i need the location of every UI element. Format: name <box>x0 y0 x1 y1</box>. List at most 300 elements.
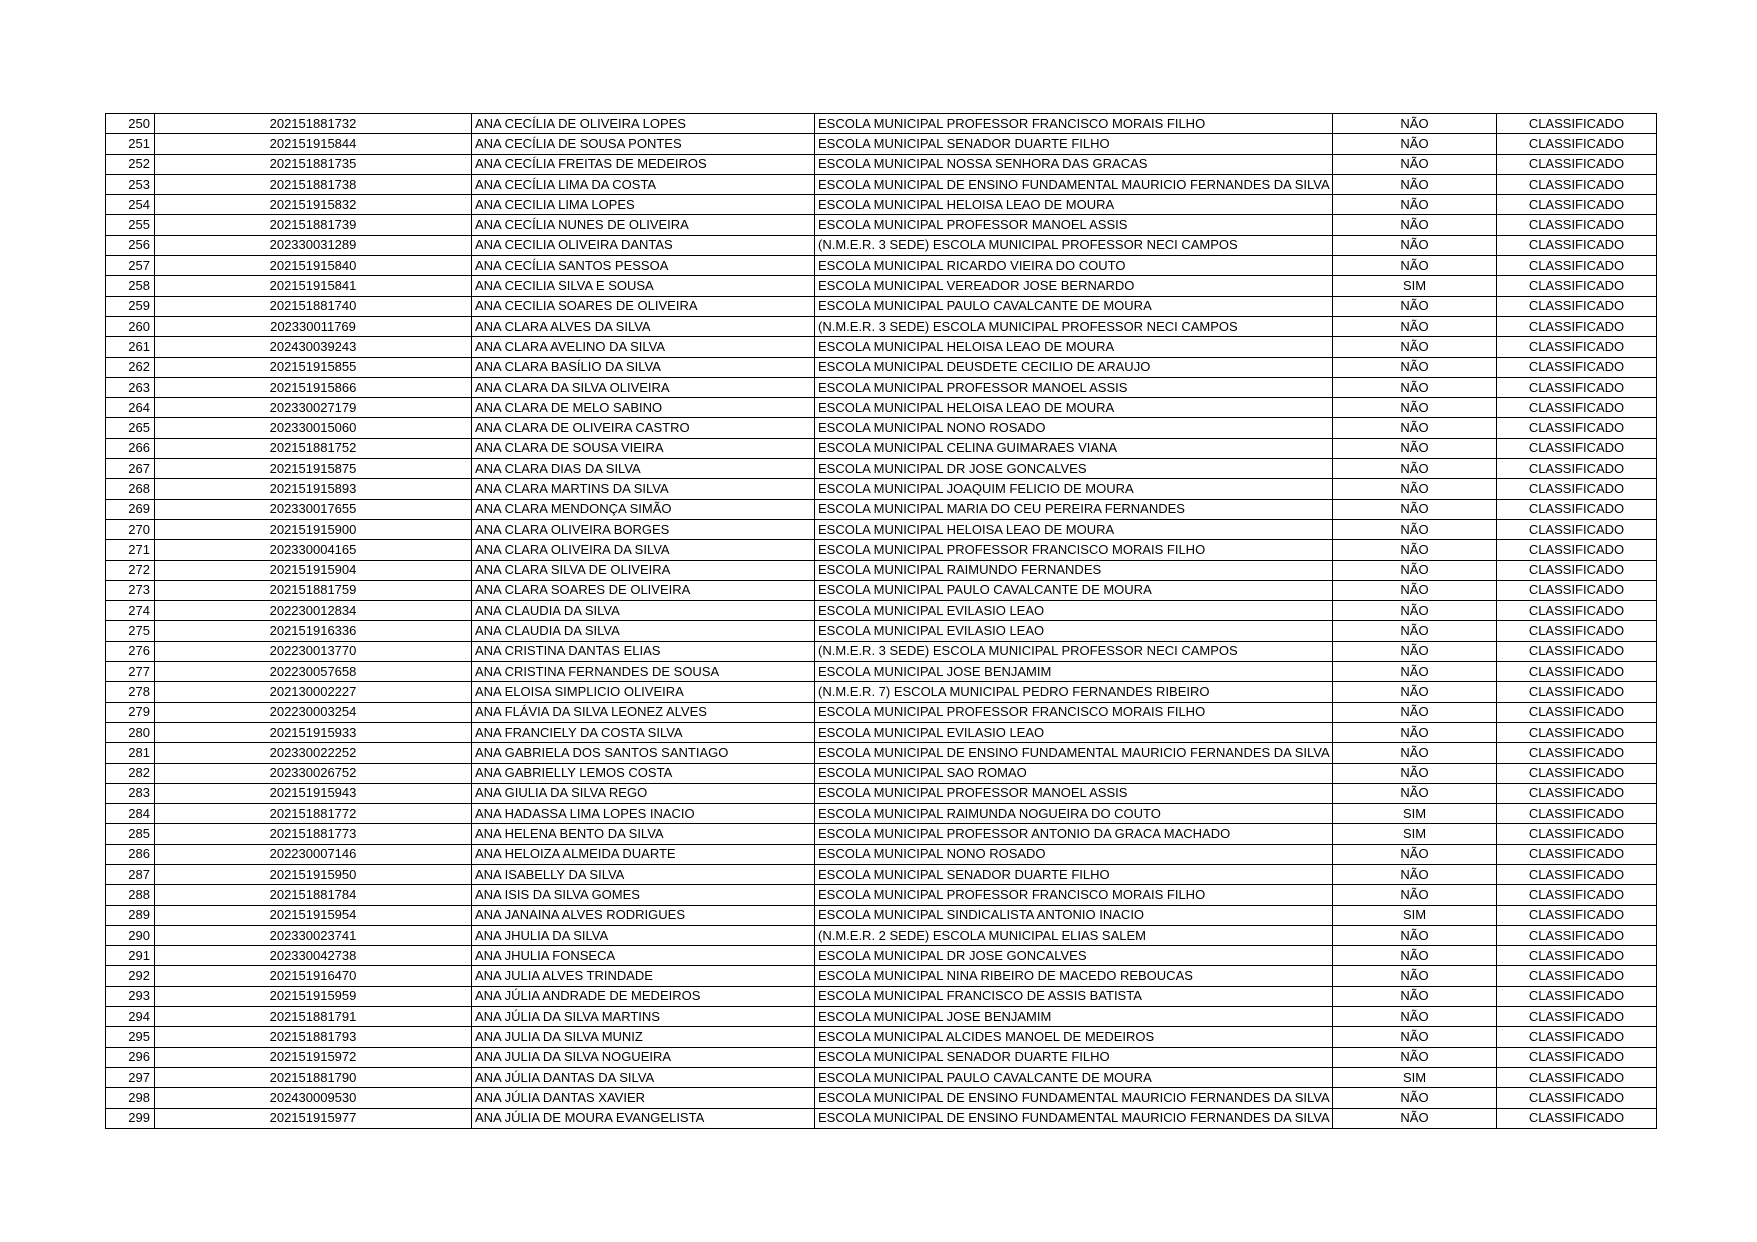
school-name-cell: ESCOLA MUNICIPAL NINA RIBEIRO DE MACEDO REBOUCAS <box>815 966 1333 986</box>
special-needs-cell: NÃO <box>1333 702 1497 722</box>
row-number-cell: 255 <box>106 215 155 235</box>
status-cell: CLASSIFICADO <box>1497 783 1657 803</box>
status-cell: CLASSIFICADO <box>1497 479 1657 499</box>
registration-code-cell: 202151915904 <box>155 560 472 580</box>
table-row <box>106 925 1657 945</box>
student-name-cell: ANA CLAUDIA DA SILVA <box>472 621 815 641</box>
table-row <box>106 864 1657 884</box>
school-name-cell: ESCOLA MUNICIPAL HELOISA LEAO DE MOURA <box>815 398 1333 418</box>
status-cell: CLASSIFICADO <box>1497 824 1657 844</box>
status-cell: CLASSIFICADO <box>1497 560 1657 580</box>
status-cell: CLASSIFICADO <box>1497 844 1657 864</box>
status-cell: CLASSIFICADO <box>1497 1108 1657 1128</box>
special-needs-cell: NÃO <box>1333 1047 1497 1067</box>
school-name-cell: ESCOLA MUNICIPAL DEUSDETE CECILIO DE ARAUJO <box>815 357 1333 377</box>
school-name-cell: ESCOLA MUNICIPAL SENADOR DUARTE FILHO <box>815 864 1333 884</box>
school-name-cell: ESCOLA MUNICIPAL PROFESSOR FRANCISCO MORAIS FILHO <box>815 702 1333 722</box>
table-row <box>106 885 1657 905</box>
special-needs-cell: NÃO <box>1333 621 1497 641</box>
row-number-cell: 268 <box>106 479 155 499</box>
table-row <box>106 418 1657 438</box>
school-name-cell: ESCOLA MUNICIPAL HELOISA LEAO DE MOURA <box>815 337 1333 357</box>
special-needs-cell: NÃO <box>1333 479 1497 499</box>
student-name-cell: ANA CLARA MENDONÇA SIMÃO <box>472 499 815 519</box>
special-needs-cell: NÃO <box>1333 722 1497 742</box>
table-row <box>106 398 1657 418</box>
row-number-cell: 296 <box>106 1047 155 1067</box>
special-needs-cell: NÃO <box>1333 783 1497 803</box>
school-name-cell: ESCOLA MUNICIPAL PROFESSOR MANOEL ASSIS <box>815 377 1333 397</box>
special-needs-cell: NÃO <box>1333 418 1497 438</box>
row-number-cell: 252 <box>106 154 155 174</box>
student-name-cell: ANA JÚLIA DA SILVA MARTINS <box>472 1007 815 1027</box>
school-name-cell: ESCOLA MUNICIPAL NONO ROSADO <box>815 844 1333 864</box>
school-name-cell: ESCOLA MUNICIPAL VEREADOR JOSE BERNARDO <box>815 276 1333 296</box>
special-needs-cell: NÃO <box>1333 316 1497 336</box>
registration-code-cell: 202151881772 <box>155 804 472 824</box>
student-name-cell: ANA CLARA ALVES DA SILVA <box>472 316 815 336</box>
table-row <box>106 1067 1657 1087</box>
row-number-cell: 294 <box>106 1007 155 1027</box>
status-cell: CLASSIFICADO <box>1497 256 1657 276</box>
registration-code-cell: 202430039243 <box>155 337 472 357</box>
registration-code-cell: 202151915841 <box>155 276 472 296</box>
school-name-cell: ESCOLA MUNICIPAL JOSE BENJAMIM <box>815 1007 1333 1027</box>
student-name-cell: ANA CLARA DIAS DA SILVA <box>472 459 815 479</box>
student-name-cell: ANA CLARA SILVA DE OLIVEIRA <box>472 560 815 580</box>
special-needs-cell: NÃO <box>1333 398 1497 418</box>
row-number-cell: 271 <box>106 540 155 560</box>
table-row <box>106 1108 1657 1128</box>
student-name-cell: ANA CLARA AVELINO DA SILVA <box>472 337 815 357</box>
registration-code-cell: 202151915972 <box>155 1047 472 1067</box>
student-name-cell: ANA CECÍLIA DE SOUSA PONTES <box>472 134 815 154</box>
special-needs-cell: NÃO <box>1333 235 1497 255</box>
row-number-cell: 281 <box>106 743 155 763</box>
student-name-cell: ANA JÚLIA ANDRADE DE MEDEIROS <box>472 986 815 1006</box>
special-needs-cell: NÃO <box>1333 1108 1497 1128</box>
status-cell: CLASSIFICADO <box>1497 621 1657 641</box>
student-name-cell: ANA CECILIA SOARES DE OLIVEIRA <box>472 296 815 316</box>
school-name-cell: (N.M.E.R. 3 SEDE) ESCOLA MUNICIPAL PROFESSOR NECI CAMPOS <box>815 235 1333 255</box>
row-number-cell: 261 <box>106 337 155 357</box>
student-name-cell: ANA CECILIA LIMA LOPES <box>472 195 815 215</box>
table-row <box>106 662 1657 682</box>
status-cell: CLASSIFICADO <box>1497 986 1657 1006</box>
special-needs-cell: NÃO <box>1333 946 1497 966</box>
student-name-cell: ANA GABRIELLY LEMOS COSTA <box>472 763 815 783</box>
table-row <box>106 682 1657 702</box>
row-number-cell: 297 <box>106 1067 155 1087</box>
registration-code-cell: 202151881791 <box>155 1007 472 1027</box>
status-cell: CLASSIFICADO <box>1497 580 1657 600</box>
registration-code-cell: 202330022252 <box>155 743 472 763</box>
registration-code-cell: 202151881739 <box>155 215 472 235</box>
school-name-cell: ESCOLA MUNICIPAL PROFESSOR MANOEL ASSIS <box>815 215 1333 235</box>
row-number-cell: 287 <box>106 864 155 884</box>
special-needs-cell: NÃO <box>1333 601 1497 621</box>
table-row <box>106 540 1657 560</box>
table-row <box>106 459 1657 479</box>
status-cell: CLASSIFICADO <box>1497 702 1657 722</box>
status-cell: CLASSIFICADO <box>1497 601 1657 621</box>
registration-code-cell: 202151916336 <box>155 621 472 641</box>
status-cell: CLASSIFICADO <box>1497 398 1657 418</box>
registration-code-cell: 202230003254 <box>155 702 472 722</box>
row-number-cell: 266 <box>106 438 155 458</box>
status-cell: CLASSIFICADO <box>1497 743 1657 763</box>
registration-code-cell: 202151915832 <box>155 195 472 215</box>
registration-code-cell: 202230007146 <box>155 844 472 864</box>
registration-code-cell: 202151915893 <box>155 479 472 499</box>
status-cell: CLASSIFICADO <box>1497 804 1657 824</box>
table-row <box>106 1027 1657 1047</box>
student-name-cell: ANA CLARA SOARES DE OLIVEIRA <box>472 580 815 600</box>
status-cell: CLASSIFICADO <box>1497 459 1657 479</box>
student-name-cell: ANA CLARA OLIVEIRA DA SILVA <box>472 540 815 560</box>
row-number-cell: 263 <box>106 377 155 397</box>
school-name-cell: ESCOLA MUNICIPAL PAULO CAVALCANTE DE MOURA <box>815 296 1333 316</box>
student-name-cell: ANA CLARA MARTINS DA SILVA <box>472 479 815 499</box>
registration-code-cell: 202230013770 <box>155 641 472 661</box>
special-needs-cell: NÃO <box>1333 580 1497 600</box>
special-needs-cell: SIM <box>1333 804 1497 824</box>
table-row <box>106 235 1657 255</box>
school-name-cell: ESCOLA MUNICIPAL CELINA GUIMARAES VIANA <box>815 438 1333 458</box>
registration-code-cell: 202330023741 <box>155 925 472 945</box>
registration-code-cell: 202151915943 <box>155 783 472 803</box>
registration-code-cell: 202151881759 <box>155 580 472 600</box>
registration-code-cell: 202151915959 <box>155 986 472 1006</box>
school-name-cell: ESCOLA MUNICIPAL RAIMUNDA NOGUEIRA DO COUTO <box>815 804 1333 824</box>
special-needs-cell: NÃO <box>1333 682 1497 702</box>
status-cell: CLASSIFICADO <box>1497 905 1657 925</box>
special-needs-cell: NÃO <box>1333 1007 1497 1027</box>
school-name-cell: ESCOLA MUNICIPAL HELOISA LEAO DE MOURA <box>815 519 1333 539</box>
special-needs-cell: NÃO <box>1333 864 1497 884</box>
student-name-cell: ANA CLAUDIA DA SILVA <box>472 601 815 621</box>
special-needs-cell: SIM <box>1333 824 1497 844</box>
status-cell: CLASSIFICADO <box>1497 276 1657 296</box>
registration-code-cell: 202151881773 <box>155 824 472 844</box>
special-needs-cell: NÃO <box>1333 763 1497 783</box>
table-row <box>106 114 1657 134</box>
school-name-cell: ESCOLA MUNICIPAL NONO ROSADO <box>815 418 1333 438</box>
special-needs-cell: NÃO <box>1333 377 1497 397</box>
school-name-cell: ESCOLA MUNICIPAL DE ENSINO FUNDAMENTAL MAURICIO FERNANDES DA SILVA <box>815 1108 1333 1128</box>
row-number-cell: 254 <box>106 195 155 215</box>
table-row <box>106 256 1657 276</box>
special-needs-cell: NÃO <box>1333 1027 1497 1047</box>
registration-code-cell: 202151916470 <box>155 966 472 986</box>
row-number-cell: 273 <box>106 580 155 600</box>
table-row <box>106 519 1657 539</box>
status-cell: CLASSIFICADO <box>1497 519 1657 539</box>
row-number-cell: 260 <box>106 316 155 336</box>
row-number-cell: 288 <box>106 885 155 905</box>
school-name-cell: ESCOLA MUNICIPAL DE ENSINO FUNDAMENTAL MAURICIO FERNANDES DA SILVA <box>815 743 1333 763</box>
school-name-cell: ESCOLA MUNICIPAL DR JOSE GONCALVES <box>815 946 1333 966</box>
table-row <box>106 316 1657 336</box>
table-row <box>106 276 1657 296</box>
school-name-cell: ESCOLA MUNICIPAL PROFESSOR MANOEL ASSIS <box>815 783 1333 803</box>
status-cell: CLASSIFICADO <box>1497 966 1657 986</box>
school-name-cell: (N.M.E.R. 3 SEDE) ESCOLA MUNICIPAL PROFESSOR NECI CAMPOS <box>815 316 1333 336</box>
status-cell: CLASSIFICADO <box>1497 682 1657 702</box>
table-row <box>106 357 1657 377</box>
row-number-cell: 293 <box>106 986 155 1006</box>
row-number-cell: 253 <box>106 174 155 194</box>
special-needs-cell: NÃO <box>1333 540 1497 560</box>
row-number-cell: 257 <box>106 256 155 276</box>
row-number-cell: 264 <box>106 398 155 418</box>
status-cell: CLASSIFICADO <box>1497 946 1657 966</box>
status-cell: CLASSIFICADO <box>1497 763 1657 783</box>
table-row <box>106 1088 1657 1108</box>
special-needs-cell: NÃO <box>1333 966 1497 986</box>
school-name-cell: ESCOLA MUNICIPAL FRANCISCO DE ASSIS BATISTA <box>815 986 1333 1006</box>
table-row <box>106 722 1657 742</box>
school-name-cell: (N.M.E.R. 2 SEDE) ESCOLA MUNICIPAL ELIAS SALEM <box>815 925 1333 945</box>
student-name-cell: ANA ELOISA SIMPLICIO OLIVEIRA <box>472 682 815 702</box>
row-number-cell: 282 <box>106 763 155 783</box>
student-name-cell: ANA HADASSA LIMA LOPES INACIO <box>472 804 815 824</box>
special-needs-cell: SIM <box>1333 1067 1497 1087</box>
row-number-cell: 250 <box>106 114 155 134</box>
registration-code-cell: 202230012834 <box>155 601 472 621</box>
special-needs-cell: NÃO <box>1333 114 1497 134</box>
school-name-cell: ESCOLA MUNICIPAL JOSE BENJAMIM <box>815 662 1333 682</box>
row-number-cell: 277 <box>106 662 155 682</box>
table-row <box>106 824 1657 844</box>
special-needs-cell: NÃO <box>1333 174 1497 194</box>
special-needs-cell: NÃO <box>1333 844 1497 864</box>
school-name-cell: ESCOLA MUNICIPAL RICARDO VIEIRA DO COUTO <box>815 256 1333 276</box>
school-name-cell: ESCOLA MUNICIPAL ALCIDES MANOEL DE MEDEIROS <box>815 1027 1333 1047</box>
status-cell: CLASSIFICADO <box>1497 377 1657 397</box>
school-name-cell: ESCOLA MUNICIPAL EVILASIO LEAO <box>815 621 1333 641</box>
student-name-cell: ANA CECÍLIA LIMA DA COSTA <box>472 174 815 194</box>
school-name-cell: (N.M.E.R. 3 SEDE) ESCOLA MUNICIPAL PROFESSOR NECI CAMPOS <box>815 641 1333 661</box>
table-row <box>106 1007 1657 1027</box>
table-row <box>106 946 1657 966</box>
special-needs-cell: NÃO <box>1333 337 1497 357</box>
row-number-cell: 298 <box>106 1088 155 1108</box>
student-name-cell: ANA JÚLIA DANTAS XAVIER <box>472 1088 815 1108</box>
school-name-cell: ESCOLA MUNICIPAL PROFESSOR FRANCISCO MORAIS FILHO <box>815 114 1333 134</box>
status-cell: CLASSIFICADO <box>1497 540 1657 560</box>
status-cell: CLASSIFICADO <box>1497 235 1657 255</box>
special-needs-cell: NÃO <box>1333 195 1497 215</box>
student-name-cell: ANA CRISTINA FERNANDES DE SOUSA <box>472 662 815 682</box>
student-name-cell: ANA ISABELLY DA SILVA <box>472 864 815 884</box>
registration-code-cell: 202430009530 <box>155 1088 472 1108</box>
table-row <box>106 966 1657 986</box>
table-row <box>106 621 1657 641</box>
registration-code-cell: 202330027179 <box>155 398 472 418</box>
special-needs-cell: NÃO <box>1333 662 1497 682</box>
student-name-cell: ANA HELENA BENTO DA SILVA <box>472 824 815 844</box>
school-name-cell: ESCOLA MUNICIPAL SENADOR DUARTE FILHO <box>815 134 1333 154</box>
table-row <box>106 174 1657 194</box>
row-number-cell: 278 <box>106 682 155 702</box>
special-needs-cell: NÃO <box>1333 296 1497 316</box>
special-needs-cell: NÃO <box>1333 743 1497 763</box>
row-number-cell: 262 <box>106 357 155 377</box>
special-needs-cell: NÃO <box>1333 256 1497 276</box>
special-needs-cell: NÃO <box>1333 357 1497 377</box>
special-needs-cell: NÃO <box>1333 134 1497 154</box>
registration-code-cell: 202330011769 <box>155 316 472 336</box>
registration-code-cell: 202151915933 <box>155 722 472 742</box>
table-row <box>106 783 1657 803</box>
registration-code-cell: 202130002227 <box>155 682 472 702</box>
school-name-cell: ESCOLA MUNICIPAL PROFESSOR FRANCISCO MORAIS FILHO <box>815 885 1333 905</box>
table-row <box>106 601 1657 621</box>
student-name-cell: ANA CECÍLIA NUNES DE OLIVEIRA <box>472 215 815 235</box>
special-needs-cell: NÃO <box>1333 215 1497 235</box>
special-needs-cell: NÃO <box>1333 986 1497 1006</box>
status-cell: CLASSIFICADO <box>1497 154 1657 174</box>
student-name-cell: ANA CLARA DA SILVA OLIVEIRA <box>472 377 815 397</box>
student-name-cell: ANA JÚLIA DANTAS DA SILVA <box>472 1067 815 1087</box>
row-number-cell: 299 <box>106 1108 155 1128</box>
student-name-cell: ANA HELOIZA ALMEIDA DUARTE <box>472 844 815 864</box>
table-row <box>106 844 1657 864</box>
student-name-cell: ANA JHULIA FONSECA <box>472 946 815 966</box>
registration-code-cell: 202330031289 <box>155 235 472 255</box>
school-name-cell: ESCOLA MUNICIPAL EVILASIO LEAO <box>815 722 1333 742</box>
special-needs-cell: NÃO <box>1333 560 1497 580</box>
status-cell: CLASSIFICADO <box>1497 864 1657 884</box>
row-number-cell: 284 <box>106 804 155 824</box>
table-row <box>106 641 1657 661</box>
status-cell: CLASSIFICADO <box>1497 1088 1657 1108</box>
school-name-cell: ESCOLA MUNICIPAL EVILASIO LEAO <box>815 601 1333 621</box>
status-cell: CLASSIFICADO <box>1497 1027 1657 1047</box>
school-name-cell: ESCOLA MUNICIPAL SINDICALISTA ANTONIO INACIO <box>815 905 1333 925</box>
special-needs-cell: NÃO <box>1333 885 1497 905</box>
student-name-cell: ANA JANAINA ALVES RODRIGUES <box>472 905 815 925</box>
registration-code-cell: 202151915866 <box>155 377 472 397</box>
row-number-cell: 283 <box>106 783 155 803</box>
special-needs-cell: NÃO <box>1333 438 1497 458</box>
registration-code-cell: 202151881740 <box>155 296 472 316</box>
special-needs-cell: NÃO <box>1333 499 1497 519</box>
registration-code-cell: 202330017655 <box>155 499 472 519</box>
student-name-cell: ANA CLARA DE MELO SABINO <box>472 398 815 418</box>
row-number-cell: 275 <box>106 621 155 641</box>
registration-code-cell: 202151915900 <box>155 519 472 539</box>
special-needs-cell: NÃO <box>1333 1088 1497 1108</box>
row-number-cell: 280 <box>106 722 155 742</box>
status-cell: CLASSIFICADO <box>1497 438 1657 458</box>
student-name-cell: ANA JULIA ALVES TRINDADE <box>472 966 815 986</box>
row-number-cell: 258 <box>106 276 155 296</box>
status-cell: CLASSIFICADO <box>1497 114 1657 134</box>
status-cell: CLASSIFICADO <box>1497 174 1657 194</box>
status-cell: CLASSIFICADO <box>1497 1007 1657 1027</box>
status-cell: CLASSIFICADO <box>1497 499 1657 519</box>
row-number-cell: 272 <box>106 560 155 580</box>
special-needs-cell: NÃO <box>1333 154 1497 174</box>
registration-code-cell: 202151915954 <box>155 905 472 925</box>
registration-code-cell: 202230057658 <box>155 662 472 682</box>
special-needs-cell: SIM <box>1333 276 1497 296</box>
school-name-cell: ESCOLA MUNICIPAL NOSSA SENHORA DAS GRACAS <box>815 154 1333 174</box>
registration-code-cell: 202151881790 <box>155 1067 472 1087</box>
row-number-cell: 292 <box>106 966 155 986</box>
table-row <box>106 215 1657 235</box>
registration-code-cell: 202151915840 <box>155 256 472 276</box>
classification-table <box>105 113 1657 1129</box>
table-row <box>106 702 1657 722</box>
row-number-cell: 291 <box>106 946 155 966</box>
registration-code-cell: 202151915875 <box>155 459 472 479</box>
row-number-cell: 289 <box>106 905 155 925</box>
table-row <box>106 580 1657 600</box>
special-needs-cell: SIM <box>1333 905 1497 925</box>
table-row <box>106 154 1657 174</box>
special-needs-cell: NÃO <box>1333 459 1497 479</box>
registration-code-cell: 202151881732 <box>155 114 472 134</box>
row-number-cell: 295 <box>106 1027 155 1047</box>
registration-code-cell: 202330026752 <box>155 763 472 783</box>
school-name-cell: ESCOLA MUNICIPAL HELOISA LEAO DE MOURA <box>815 195 1333 215</box>
status-cell: CLASSIFICADO <box>1497 357 1657 377</box>
row-number-cell: 251 <box>106 134 155 154</box>
table-row <box>106 438 1657 458</box>
table-row <box>106 479 1657 499</box>
student-name-cell: ANA CECÍLIA SANTOS PESSOA <box>472 256 815 276</box>
status-cell: CLASSIFICADO <box>1497 662 1657 682</box>
table-row <box>106 499 1657 519</box>
table-row <box>106 337 1657 357</box>
school-name-cell: (N.M.E.R. 7) ESCOLA MUNICIPAL PEDRO FERNANDES RIBEIRO <box>815 682 1333 702</box>
row-number-cell: 267 <box>106 459 155 479</box>
table-row <box>106 986 1657 1006</box>
row-number-cell: 286 <box>106 844 155 864</box>
status-cell: CLASSIFICADO <box>1497 925 1657 945</box>
status-cell: CLASSIFICADO <box>1497 722 1657 742</box>
status-cell: CLASSIFICADO <box>1497 195 1657 215</box>
table-row <box>106 195 1657 215</box>
student-name-cell: ANA JULIA DA SILVA MUNIZ <box>472 1027 815 1047</box>
registration-code-cell: 202151881752 <box>155 438 472 458</box>
table-row <box>106 296 1657 316</box>
status-cell: CLASSIFICADO <box>1497 316 1657 336</box>
registration-code-cell: 202151881738 <box>155 174 472 194</box>
student-name-cell: ANA CLARA BASÍLIO DA SILVA <box>472 357 815 377</box>
status-cell: CLASSIFICADO <box>1497 337 1657 357</box>
student-name-cell: ANA ISIS DA SILVA GOMES <box>472 885 815 905</box>
student-name-cell: ANA JULIA DA SILVA NOGUEIRA <box>472 1047 815 1067</box>
registration-code-cell: 202151881793 <box>155 1027 472 1047</box>
status-cell: CLASSIFICADO <box>1497 418 1657 438</box>
school-name-cell: ESCOLA MUNICIPAL SAO ROMAO <box>815 763 1333 783</box>
status-cell: CLASSIFICADO <box>1497 885 1657 905</box>
school-name-cell: ESCOLA MUNICIPAL PAULO CAVALCANTE DE MOURA <box>815 580 1333 600</box>
registration-code-cell: 202151881784 <box>155 885 472 905</box>
status-cell: CLASSIFICADO <box>1497 134 1657 154</box>
table-row <box>106 763 1657 783</box>
status-cell: CLASSIFICADO <box>1497 1067 1657 1087</box>
row-number-cell: 285 <box>106 824 155 844</box>
school-name-cell: ESCOLA MUNICIPAL PROFESSOR FRANCISCO MORAIS FILHO <box>815 540 1333 560</box>
student-name-cell: ANA CLARA OLIVEIRA BORGES <box>472 519 815 539</box>
student-name-cell: ANA FLÁVIA DA SILVA LEONEZ ALVES <box>472 702 815 722</box>
school-name-cell: ESCOLA MUNICIPAL SENADOR DUARTE FILHO <box>815 1047 1333 1067</box>
